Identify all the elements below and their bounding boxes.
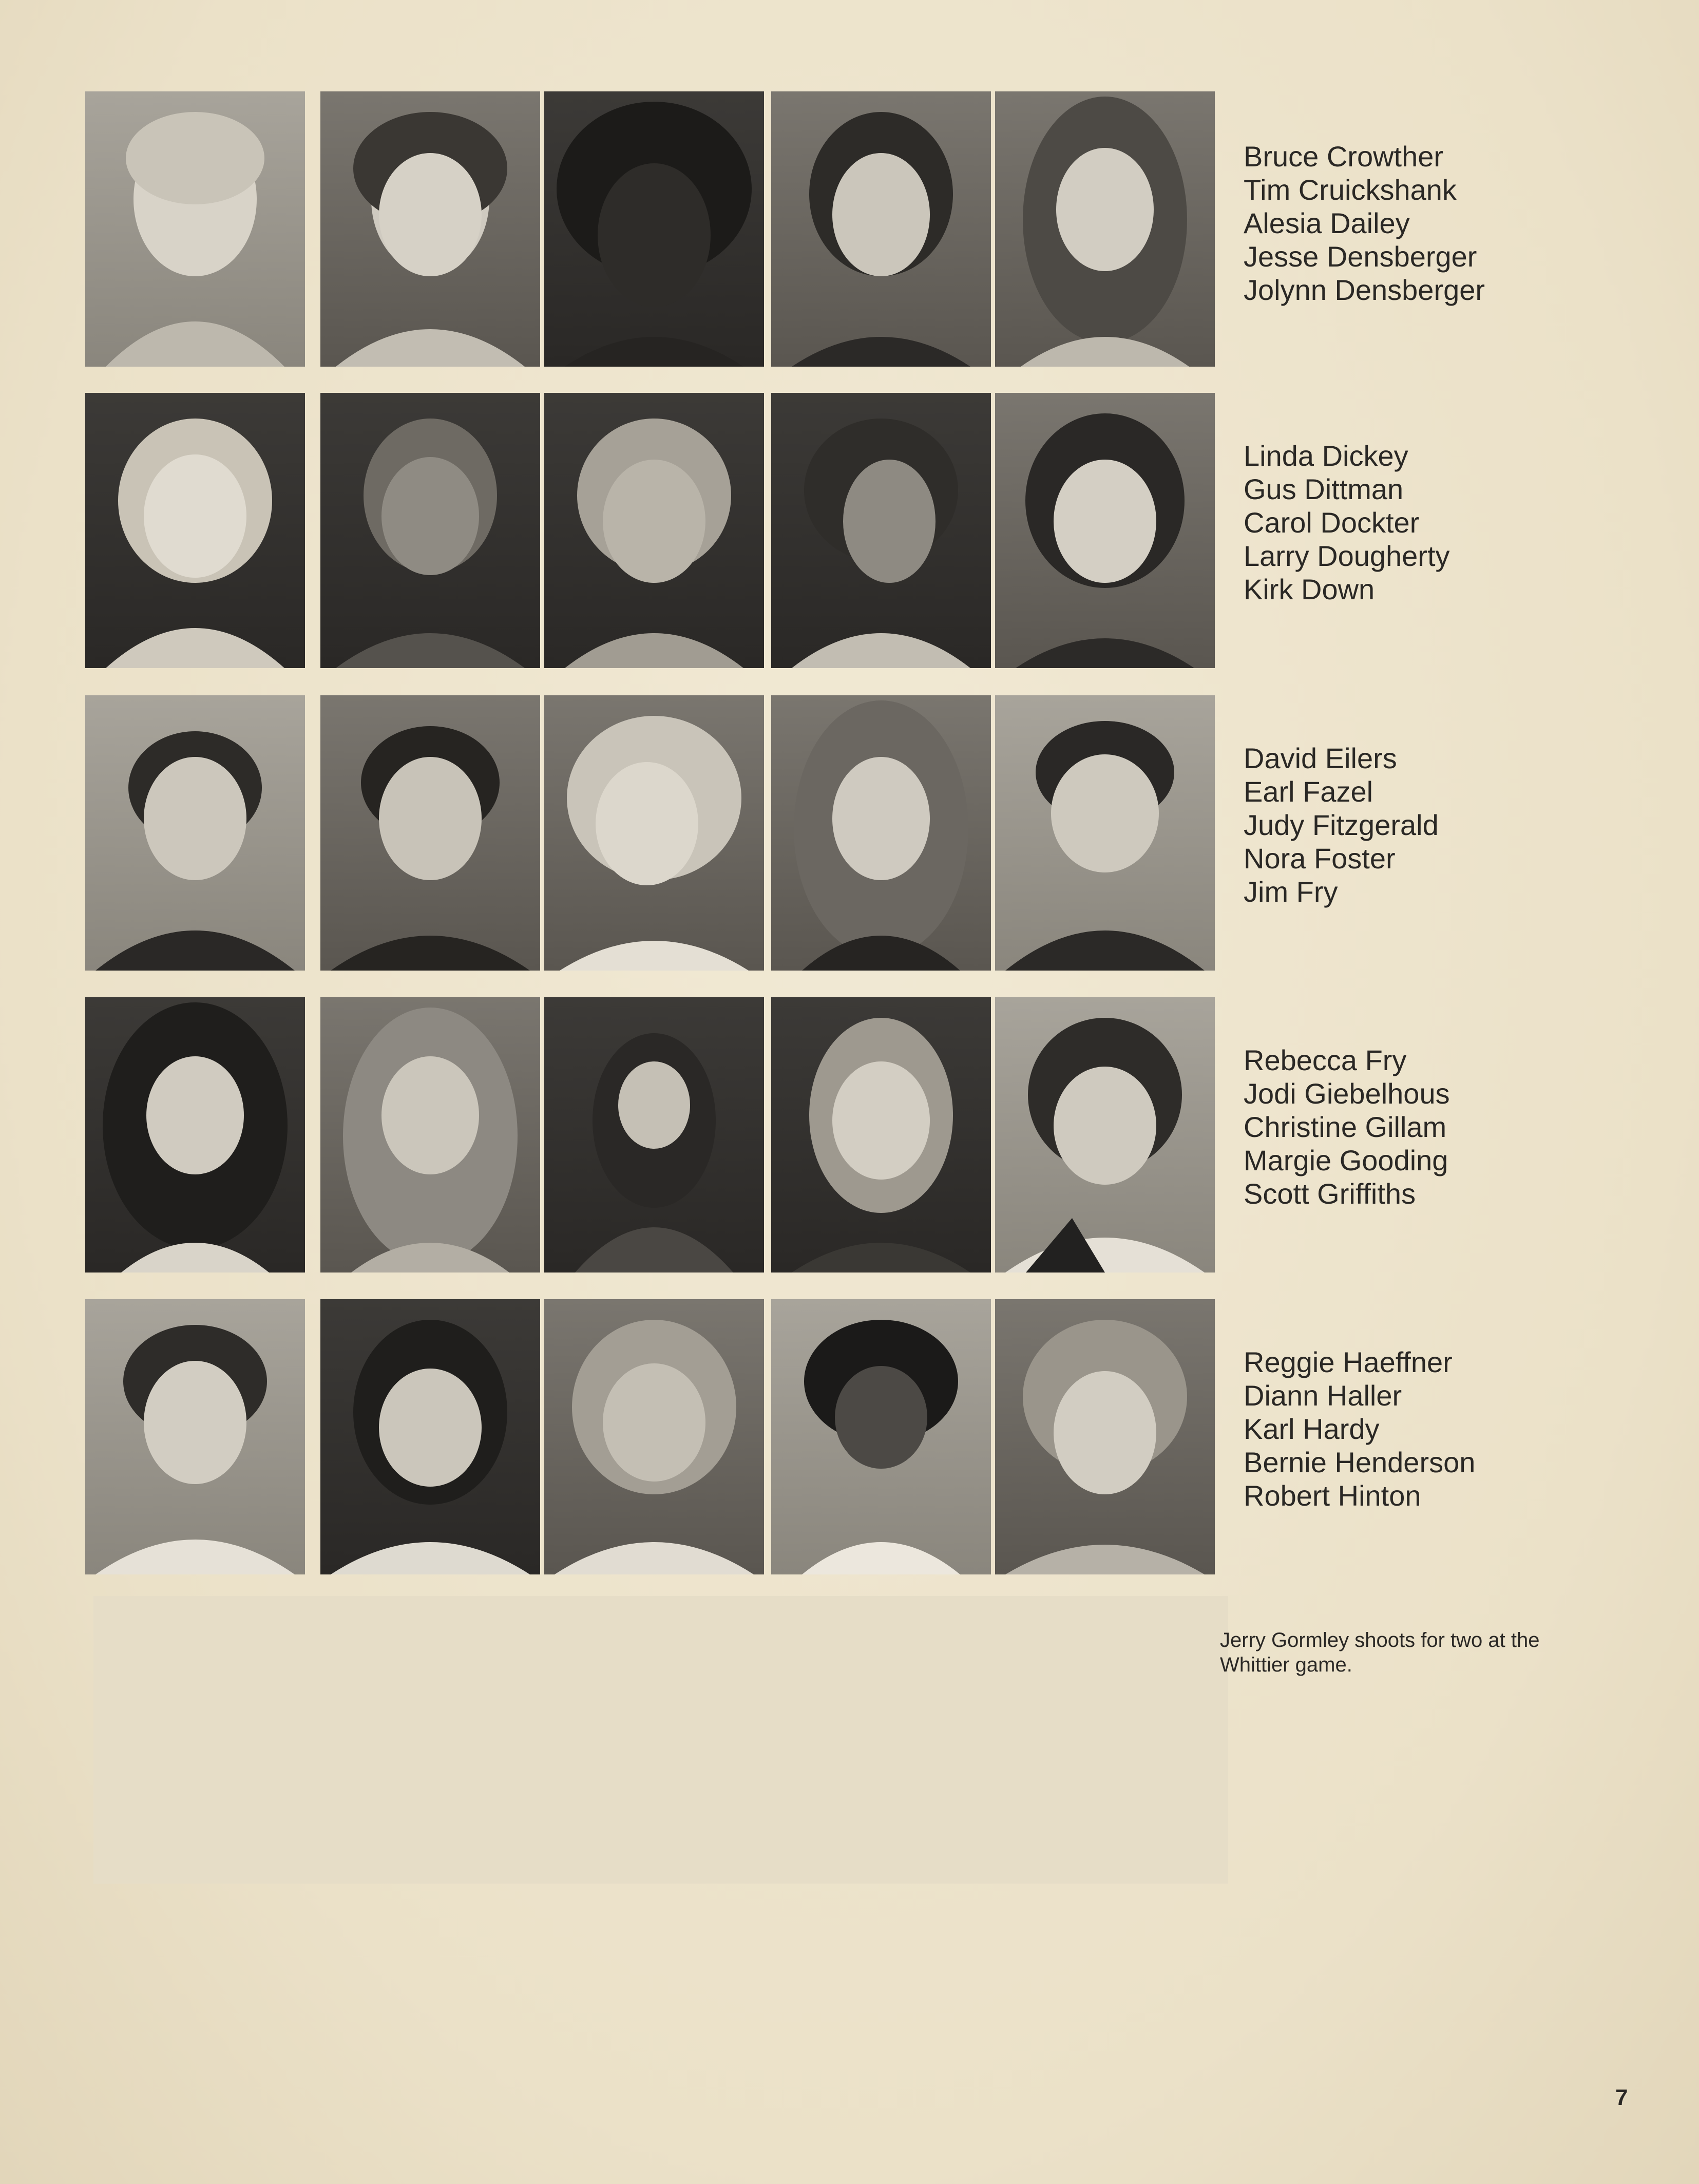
student-name: Bernie Henderson: [1244, 1446, 1476, 1478]
student-name: Judy Fitzgerald: [1244, 809, 1439, 841]
student-name: Margie Gooding: [1244, 1144, 1448, 1176]
student-name: Rebecca Fry: [1244, 1044, 1407, 1076]
portrait-photo: [771, 91, 991, 367]
student-name: Scott Griffiths: [1244, 1178, 1416, 1210]
student-name: Jesse Densberger: [1244, 240, 1477, 273]
student-name: Gus Dittman: [1244, 473, 1404, 505]
student-name: Jim Fry: [1244, 876, 1338, 908]
portrait-row-4: [85, 997, 1225, 1273]
name-list-row-2: [1244, 439, 1562, 606]
portrait-row-1: [85, 91, 1225, 367]
student-name: Kirk Down: [1244, 573, 1375, 605]
student-name: Diann Haller: [1244, 1379, 1402, 1412]
portrait-photo: [85, 997, 305, 1273]
name-list-row-1: [1244, 140, 1562, 307]
student-name: Karl Hardy: [1244, 1413, 1380, 1445]
student-name: Tim Cruickshank: [1244, 174, 1457, 206]
student-name: Bruce Crowther: [1244, 140, 1444, 173]
student-name: Jolynn Densberger: [1244, 274, 1485, 306]
portrait-photo: [995, 1299, 1215, 1574]
student-name: David Eilers: [1244, 742, 1397, 774]
portrait-photo: [320, 91, 540, 367]
portrait-photo: [85, 695, 305, 971]
portrait-photo: [995, 695, 1215, 971]
portrait-row-5: [85, 1299, 1225, 1574]
portrait-photo: [320, 997, 540, 1273]
portrait-photo: [320, 393, 540, 668]
portrait-photo: [544, 91, 764, 367]
student-name: Nora Foster: [1244, 842, 1396, 875]
portrait-photo: [320, 1299, 540, 1574]
portrait-photo: [771, 1299, 991, 1574]
portrait-photo: [85, 91, 305, 367]
student-name: Alesia Dailey: [1244, 207, 1410, 239]
portrait-photo: [771, 695, 991, 971]
name-list-row-5: [1244, 1345, 1562, 1512]
portrait-photo: [544, 997, 764, 1273]
student-name: Reggie Haeffner: [1244, 1346, 1453, 1378]
student-name: Linda Dickey: [1244, 440, 1408, 472]
portrait-row-2: [85, 393, 1225, 668]
portrait-photo: [995, 91, 1215, 367]
page-number: 7: [1615, 2085, 1628, 2110]
portrait-photo: [544, 695, 764, 971]
student-name: Robert Hinton: [1244, 1479, 1421, 1512]
portrait-photo: [85, 393, 305, 668]
name-list-row-3: [1244, 742, 1562, 908]
portrait-photo: [771, 393, 991, 668]
portrait-photo: [771, 997, 991, 1273]
portrait-photo: [320, 695, 540, 971]
student-name: Christine Gillam: [1244, 1111, 1447, 1143]
student-name: Carol Dockter: [1244, 506, 1420, 539]
student-name: Jodi Giebelhous: [1244, 1077, 1450, 1110]
portrait-photo: [995, 393, 1215, 668]
photo-caption: Jerry Gormley shoots for two at the Whittier game.: [1220, 1629, 1540, 1676]
student-name: Larry Dougherty: [1244, 540, 1450, 572]
portrait-photo: [544, 1299, 764, 1574]
portrait-photo: [995, 997, 1215, 1273]
portrait-photo: [544, 393, 764, 668]
name-list-row-4: [1244, 1043, 1562, 1210]
portrait-photo: [85, 1299, 305, 1574]
missing-photo-area: [93, 1596, 1228, 1884]
portrait-row-3: [85, 695, 1225, 971]
student-name: Earl Fazel: [1244, 775, 1373, 808]
